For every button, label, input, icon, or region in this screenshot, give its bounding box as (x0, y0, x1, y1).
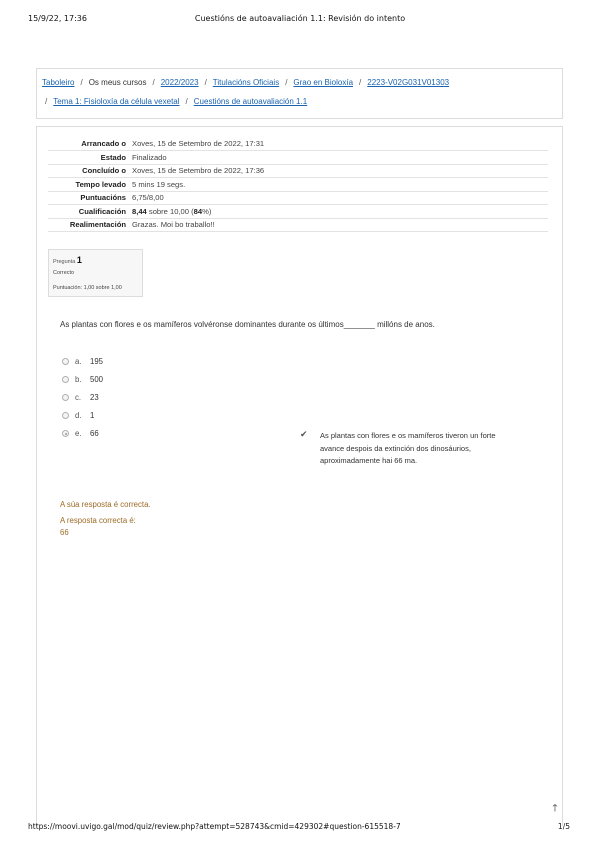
answer-letter: c. (75, 393, 82, 402)
summary-value: Grazas. Moi bo traballo!! (132, 220, 215, 230)
arrow-up-icon[interactable]: 🡑 (552, 803, 558, 814)
summary-row-started (48, 137, 548, 151)
question-info (48, 249, 143, 297)
summary-value: 5 mins 19 segs. (132, 179, 186, 189)
answer-value: 1 (90, 411, 95, 420)
check-icon: ✔ (300, 430, 308, 440)
summary-label: Arrancado o (81, 139, 126, 148)
print-header (0, 14, 600, 26)
print-page-number: 1/5 (557, 822, 570, 831)
summary-row-grade (48, 205, 548, 219)
answer-letter: e. (75, 429, 82, 438)
answer-letter: b. (75, 375, 82, 384)
question-text: As plantas con flores e os mamíferos volvéronse dominantes durante os últimos_______ millóns de anos. (60, 320, 435, 329)
summary-value (130, 205, 548, 219)
summary-row-completed (48, 164, 548, 178)
specific-feedback: As plantas con flores e os mamíferos tiveron un forte avance despois da extinción dos dinosáurios, aproximadamente hai 66 ma. (320, 431, 496, 465)
breadcrumb-link-course-code[interactable]: 2223-V02G031V01303 (367, 78, 450, 87)
radio-button[interactable] (62, 412, 69, 419)
attempt-summary-table (48, 137, 548, 232)
radio-button[interactable] (62, 394, 69, 401)
print-url: https://moovi.uvigo.gal/mod/quiz/review.php?attempt=528743&cmid=429302#question-615518-7 (28, 822, 401, 831)
summary-label: Tempo levado (75, 179, 126, 189)
breadcrumb-link-official-degrees[interactable]: Titulacións Oficiais (212, 78, 280, 87)
summary-value: Xoves, 15 de Setembro de 2022, 17:31 (132, 139, 265, 148)
right-answer-value: 66 (60, 528, 69, 537)
breadcrumb-text-my-courses: Os meus cursos (88, 78, 147, 87)
summary-label: Puntuacións (80, 193, 126, 203)
radio-button[interactable] (62, 358, 69, 365)
radio-button-checked[interactable] (62, 430, 69, 437)
question-number (53, 255, 82, 265)
summary-value: Xoves, 15 de Setembro de 2022, 17:36 (132, 166, 265, 176)
question-prefix: Pregunta (53, 259, 76, 265)
breadcrumb-link-taboleiro[interactable]: Taboleiro (42, 78, 75, 87)
summary-row-state (48, 151, 548, 165)
print-date: 15/9/22, 17:36 (28, 14, 87, 23)
question-grade: Puntuación: 1,00 sobre 1,00 (53, 285, 122, 291)
summary-label: Concluído o (82, 166, 126, 176)
question-state: Correcto (53, 270, 75, 276)
summary-label: Realimentación (69, 220, 126, 230)
summary-row-time-taken (48, 178, 548, 192)
summary-row-marks (48, 191, 548, 205)
question-number-value: 1 (76, 255, 82, 265)
answer-value: 195 (90, 357, 104, 366)
grade-out-of: sobre 10,00 ( (146, 206, 194, 216)
answer-letter: d. (75, 411, 82, 420)
right-answer-label: A resposta correcta é: (60, 516, 136, 525)
breadcrumb-link-degree[interactable]: Grao en Bioloxía (293, 78, 354, 87)
summary-value: 6,75/8,00 (132, 193, 164, 203)
outcome-correct: A súa resposta é correcta. (60, 500, 151, 509)
breadcrumb-link-year[interactable]: 2022/2023 (160, 78, 199, 87)
answer-letter: a. (75, 357, 82, 366)
summary-label: Cualificación (78, 206, 126, 216)
answer-value: 66 (90, 429, 99, 438)
grade-percent-suffix: %) (202, 206, 212, 216)
breadcrumb-link-quiz[interactable]: Cuestións de autoavaliación 1.1 (193, 97, 308, 106)
answer-value: 23 (90, 393, 99, 402)
summary-value: Finalizado (132, 152, 167, 162)
summary-label: Estado (100, 152, 126, 162)
answer-value: 500 (90, 375, 104, 384)
grade-percent: 84 (193, 206, 203, 216)
grade-value: 8,44 (132, 206, 147, 216)
print-title: Cuestións de autoavaliación 1.1: Revisión do intento (194, 14, 406, 23)
summary-row-feedback (48, 218, 548, 232)
radio-button[interactable] (62, 376, 69, 383)
breadcrumb-link-topic[interactable]: Tema 1: Fisioloxía da célula vexetal (53, 97, 180, 106)
breadcrumb: Taboleiro / Os meus cursos / 2022/2023 / Titulacións Oficiais / Grao en Bioloxía / 2223-V02G031V01303 / Tema 1: Fisioloxía da célula vexetal / Cuestións de autoavaliación 1.1 (36, 68, 563, 119)
